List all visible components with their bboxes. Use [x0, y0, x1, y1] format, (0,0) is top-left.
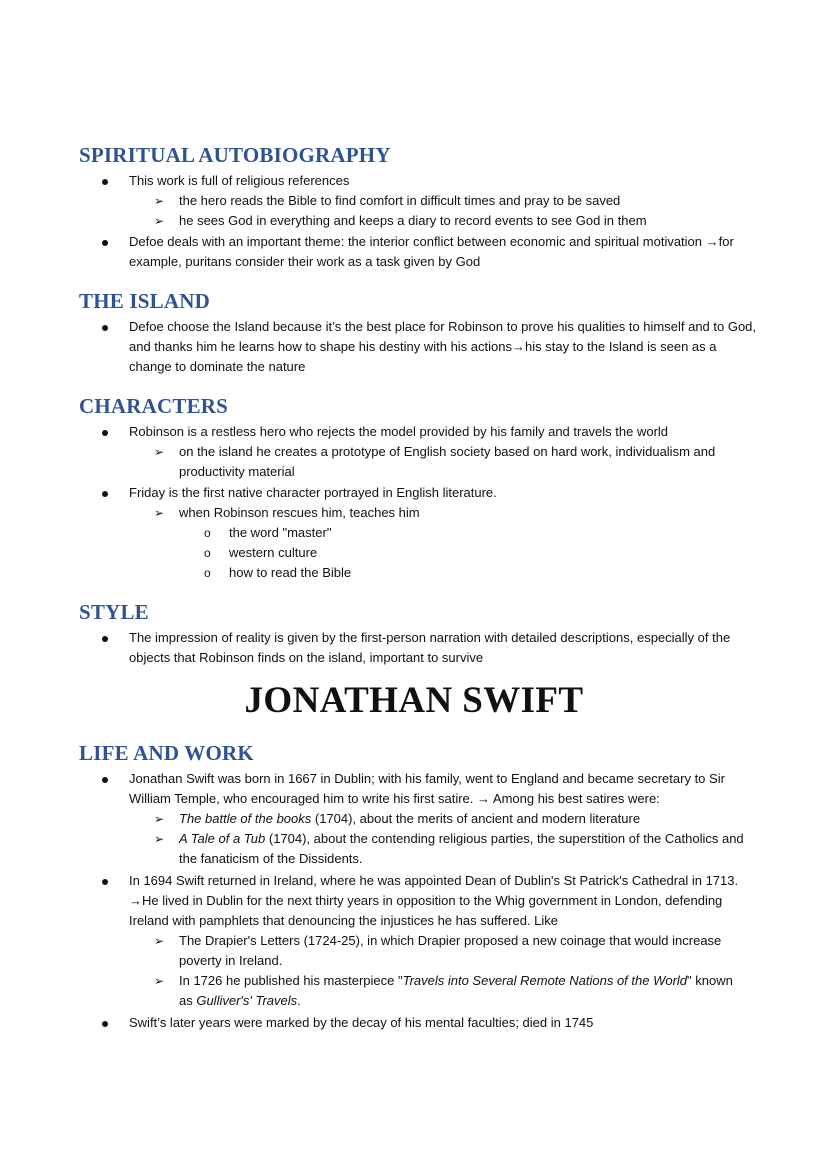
heading-characters: CHARACTERS [79, 394, 229, 418]
book-title: The battle of the books [179, 811, 312, 826]
arrowhead-icon: ➢ [154, 194, 165, 208]
circle-item [204, 523, 729, 543]
arrow-item [154, 503, 749, 523]
book-title: Gulliver's' Travels [196, 993, 298, 1008]
bullet-text: Jonathan Swift was born in 1667 in Dublin; with his family, went to England and became secretary to Sir William Temple, who encouraged him to write his first satire. → Among his best satires were: [129, 771, 725, 806]
bullet-icon [102, 430, 108, 436]
book-title: A Tale of a Tub [179, 831, 266, 846]
bullet-icon [102, 179, 108, 185]
bullet-item [129, 628, 759, 668]
arrow-item-text: The Drapier's Letters (1724-25), in which Drapier proposed a new coinage that would increase poverty in Ireland. [179, 933, 722, 968]
arrow-item [154, 191, 749, 211]
page-title-jonathan-swift: JONATHAN SWIFT [244, 680, 584, 721]
arrowhead-icon: ➢ [154, 974, 165, 988]
circle-item-text: the word "master" [229, 525, 332, 540]
heading-spiritual-autobiography: SPIRITUAL AUTOBIOGRAPHY [79, 143, 391, 167]
bullet-icon [102, 777, 108, 783]
bullet-item [129, 317, 759, 377]
arrowhead-icon: ➢ [154, 812, 165, 826]
arrow-item-text [179, 811, 640, 826]
bullet-icon [102, 325, 108, 331]
text-fragment: " known as [179, 973, 733, 1008]
bullet-icon [102, 879, 108, 885]
bullet-icon [102, 491, 108, 497]
bullet-text: Friday is the first native character portrayed in English literature. [129, 485, 497, 500]
bullet-item [129, 1013, 759, 1033]
arrowhead-icon: ➢ [154, 934, 165, 948]
bullet-item [129, 232, 759, 272]
bullet-icon [102, 240, 108, 246]
arrow-item [154, 829, 749, 869]
arrow-item-text: he sees God in everything and keeps a diary to record events to see God in them [179, 213, 647, 228]
bullet-text: In 1694 Swift returned in Ireland, where he was appointed Dean of Dublin's St Patrick's Cathedral in 1713. →He lived in Dublin for the next thirty years in opposition to the Whig government in London, defending Ireland with pamphlets that denouncing the injustices he has suffered. Like [129, 873, 739, 928]
hollow-circle-icon: o [204, 526, 211, 540]
bullet-text: Swift’s later years were marked by the decay of his mental faculties; died in 1745 [129, 1015, 594, 1030]
arrow-item [154, 442, 749, 482]
arrow-item [154, 809, 749, 829]
hollow-circle-icon: o [204, 566, 211, 580]
heading-style: STYLE [79, 600, 149, 624]
circle-item-text: western culture [229, 545, 318, 560]
bullet-text: The impression of reality is given by the first-person narration with detailed descriptions, especially of the objects that Robinson finds on the island, important to survive [129, 630, 731, 665]
arrowhead-icon: ➢ [154, 445, 165, 459]
heading-life-and-work: LIFE AND WORK [79, 741, 254, 765]
arrowhead-icon: ➢ [154, 832, 165, 846]
arrow-item [154, 211, 749, 231]
arrow-item [154, 931, 749, 971]
book-title: Travels into Several Remote Nations of the World [402, 973, 688, 988]
bullet-text: Robinson is a restless hero who rejects the model provided by his family and travels the world [129, 424, 669, 439]
bullet-icon [102, 1021, 108, 1027]
heading-the-island: THE ISLAND [79, 289, 210, 313]
bullet-text: Defoe deals with an important theme: the interior conflict between economic and spiritual motivation →for example, puritans consider their work as a task given by God [129, 234, 734, 269]
bullet-item [129, 171, 759, 191]
hollow-circle-icon: o [204, 546, 211, 560]
arrow-item [154, 971, 749, 1011]
circle-item-text: how to read the Bible [229, 565, 352, 580]
bullet-item [129, 422, 759, 442]
arrowhead-icon: ➢ [154, 214, 165, 228]
arrowhead-icon: ➢ [154, 506, 165, 520]
text-fragment: In 1726 he published his masterpiece " [179, 973, 403, 988]
arrow-item-text: the hero reads the Bible to find comfort in difficult times and pray to be saved [179, 193, 621, 208]
bullet-item [129, 871, 759, 931]
bullet-item [129, 483, 759, 503]
arrow-item-text [179, 973, 733, 1008]
bullet-item [129, 769, 759, 809]
book-description: (1704), about the merits of ancient and modern literature [311, 811, 641, 826]
book-description: (1704), about the contending religious parties, the superstition of the Catholics and the fanaticism of the Dissidents. [179, 831, 744, 866]
arrow-item-text: when Robinson rescues him, teaches him [179, 505, 420, 520]
arrow-item-text [179, 831, 744, 866]
circle-item [204, 543, 729, 563]
bullet-icon [102, 636, 108, 642]
text-fragment: . [297, 993, 301, 1008]
bullet-text: Defoe choose the Island because it’s the best place for Robinson to prove his qualities to himself and to God, and thanks him he learns how to shape his destiny with his actions→his stay to the Island is seen as a change to dominate the nature [129, 319, 757, 374]
arrow-item-text: on the island he creates a prototype of English society based on hard work, individualism and productivity material [179, 444, 716, 479]
circle-item [204, 563, 729, 583]
bullet-text: This work is full of religious references [129, 173, 350, 188]
